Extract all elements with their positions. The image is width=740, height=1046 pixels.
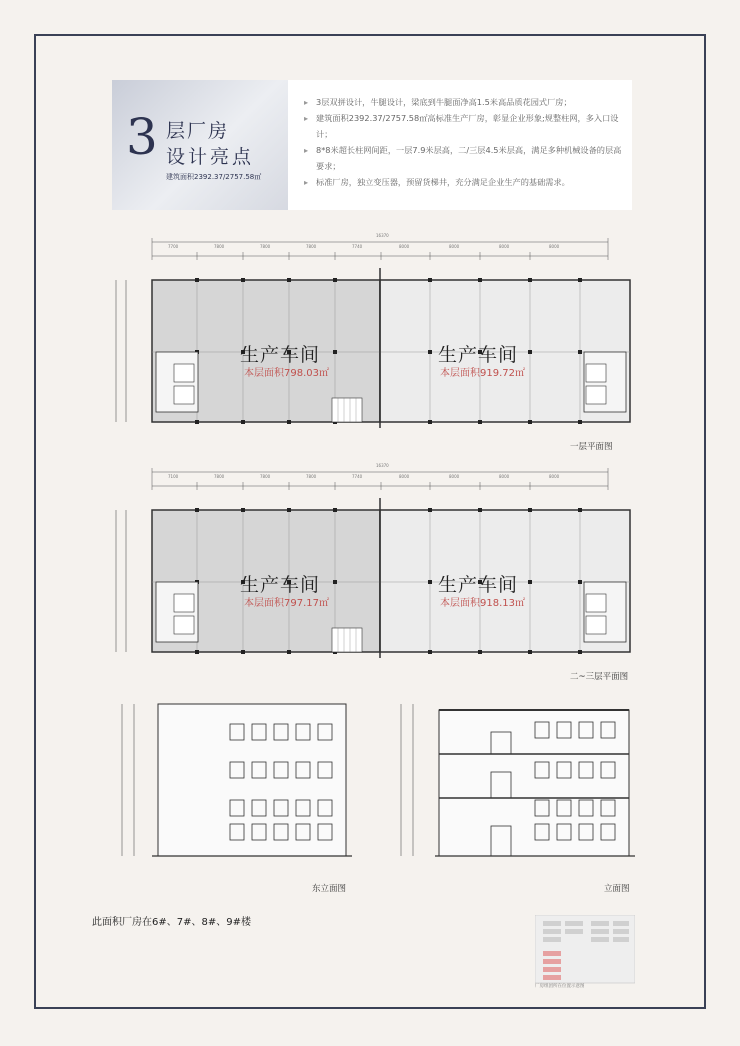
zone-area-right: 本层面积918.13㎡ [440,598,525,609]
bay-dimension: 7100 [168,474,179,479]
bay-dimension: 7740 [352,474,363,479]
keymap-caption: 厂房组团所在位置示意图 [535,984,585,989]
header-box [112,80,632,210]
section-elevation-caption: 立面图 [604,884,630,894]
zone-label-left: 生产车间 [240,344,321,366]
bay-dimension: 7700 [168,244,179,249]
title-line-1: 层厂房 [166,120,230,142]
zone-label-right: 生产车间 [438,344,519,366]
bay-dimension: 7800 [260,474,271,479]
zone-label-left: 生产车间 [240,574,321,596]
bay-dimension: 7800 [214,474,225,479]
bay-dimension: 8000 [399,474,410,479]
highlight-item: ▸ 建筑面积2392.37/2757.58㎡高标准生产厂房，彰显企业形象;规整柱网，多入口设计； [304,110,624,142]
highlight-item: ▸ 3层双拼设计，牛腿设计，梁底到牛腿面净高1.5米高品质花园式厂房； [304,94,624,110]
floor-plan-2 [100,458,650,688]
title-block [112,80,288,210]
title-number: 3 [126,108,158,166]
floor-plan-1 [100,228,650,458]
bay-dimension: 7800 [306,474,317,479]
zone-area-right: 本层面积919.72㎡ [440,368,525,379]
bay-dimension: 7800 [260,244,271,249]
bay-dimension: 8000 [449,474,460,479]
highlight-item: ▸ 标准厂房，独立变压器，预留货梯井，充分满足企业生产的基础需求。 [304,174,624,190]
bay-dimension: 8000 [549,474,560,479]
east-elevation-drawing [112,696,362,871]
plan-caption: 一层平面图 [570,442,613,452]
bay-dimension: 7800 [306,244,317,249]
plan-caption: 二~三层平面图 [570,672,629,682]
building-note: 此面积厂房在6#、7#、8#、9#楼 [92,917,251,928]
title-line-2: 设计亮点 [166,146,255,168]
floor-plan-2-drawing [100,458,650,688]
highlight-item: ▸ 8*8米超长柱网间距，一层7.9米层高，二/三层4.5米层高，满足多种机械设备的层高要求； [304,142,624,174]
east-elevation-caption: 东立面图 [312,884,347,894]
title-subtitle: 建筑面积2392.37/2757.58㎡ [166,173,262,181]
highlight-list [304,94,624,190]
bay-dimension: 8000 [399,244,410,249]
section-elevation-drawing [395,696,645,871]
bay-dimension: 8000 [499,244,510,249]
bay-dimension: 8000 [449,244,460,249]
bay-dimension: 8000 [499,474,510,479]
bay-dimension: 7740 [352,244,363,249]
total-dimension: 16370 [376,463,389,468]
floor-plan-1-drawing [100,228,650,458]
location-keymap [535,915,635,987]
total-dimension: 16370 [376,233,389,238]
bay-dimension: 7800 [214,244,225,249]
bay-dimension: 8000 [549,244,560,249]
zone-label-right: 生产车间 [438,574,519,596]
zone-area-left: 本层面积798.03㎡ [244,368,329,379]
zone-area-left: 本层面积797.17㎡ [244,598,329,609]
